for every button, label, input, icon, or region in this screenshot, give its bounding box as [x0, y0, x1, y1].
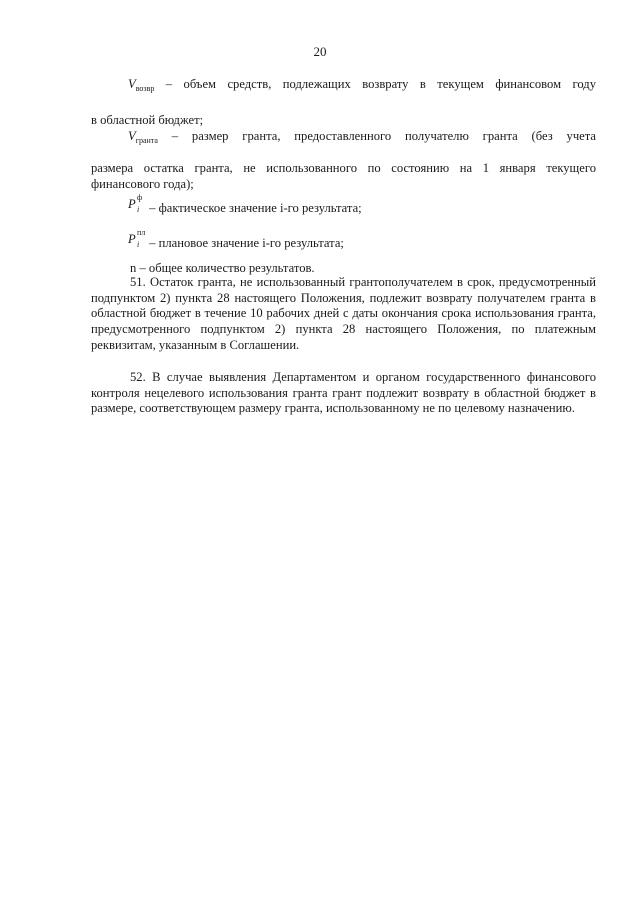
- definition-v-granta: [128, 128, 596, 149]
- definition-v-vozvr: [128, 76, 596, 97]
- symbol-v-granta: $V_{гранта}$: [128, 129, 158, 145]
- definition-text: – размер гранта, предоставленного получателю гранта (без учета: [157, 129, 596, 143]
- definition-p-plan: [128, 228, 344, 251]
- symbol-v-vozvr: $V_{возвр}$: [128, 77, 155, 93]
- definition-text: – плановое значение i-го результата;: [146, 236, 344, 250]
- definition-text: – фактическое значение i-го результата;: [146, 201, 362, 215]
- definition-text: – объем средств, подлежащих возврату в текущем финансовом году: [154, 77, 596, 91]
- definition-n: n – общее количество результатов.: [130, 261, 315, 275]
- definition-v-granta-continuation-1: размера остатка гранта, не использованного по состоянию на 1 января текущего: [91, 161, 596, 175]
- paragraph-51: 51. Остаток гранта, не использованный грантополучателем в срок, предусмотренный подпунктом 2) пункта 28 настоящего Положения, подлежит возврату получателем гранта в областной бюджет в течение 10 рабочих дней с даты окончания срока использования гранта, предусмотренного подпунктом 2) пункта 28 настоящего Положения, по платежным реквизитам, указанным в Соглашении.: [91, 275, 596, 352]
- symbol-p-fact: P ф i: [128, 193, 143, 214]
- definition-v-granta-continuation-2: финансового года);: [91, 177, 194, 191]
- definition-v-vozvr-continuation: в областной бюджет;: [91, 113, 204, 127]
- page-number: 20: [313, 44, 327, 59]
- definition-p-fact: [128, 193, 362, 216]
- symbol-p-plan: P пл i: [128, 228, 146, 249]
- paragraph-52: 52. В случае выявления Департаментом и органом государственного финансового контроля нецелевого использования гранта грант подлежит возврату в областной бюджет в размере, соответствующем размеру гранта, использованному не по целевому назначению.: [91, 370, 596, 416]
